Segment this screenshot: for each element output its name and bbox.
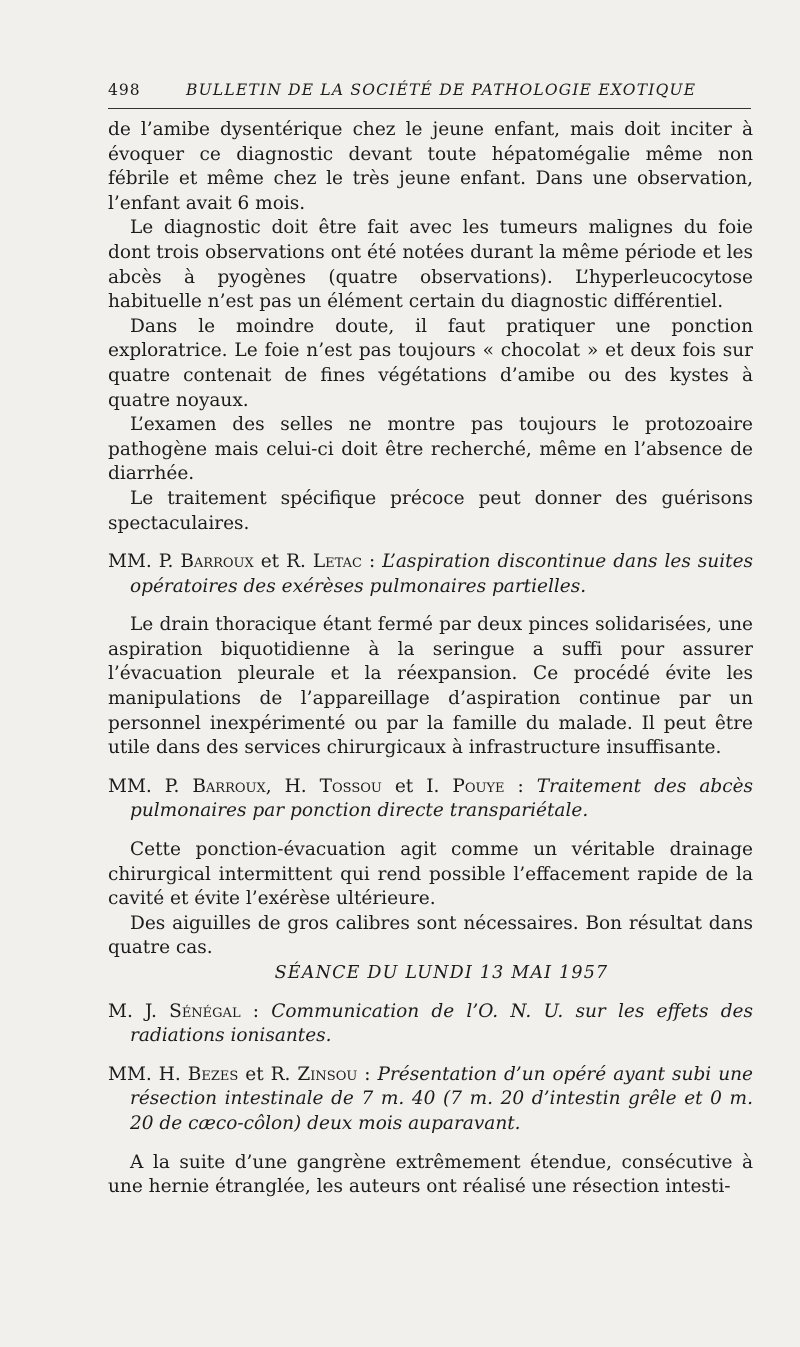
header-rule — [108, 108, 751, 109]
paragraph: Le drain thoracique étant fermé par deux pinces solidarisées, une aspiration biquotidienne à la seringue a suffi pour assurer l’évacuation pleurale et la réexpansion. Ce procédé évite les manipulations de l’appareillage d’aspiration continue par un personnel inexpérimenté ou par la famille du malade. Il peut être utile dans des services chirurgicaux à infrastructure insuffisante. — [108, 614, 753, 759]
paragraph: Des aiguilles de gros calibres sont nécessaires. Bon résultat dans quatre cas. — [108, 912, 753, 959]
author-name: Barroux — [180, 551, 254, 573]
authors-prefix: MM. P. — [108, 775, 193, 797]
separator: : — [504, 775, 537, 797]
connector: et R. — [238, 1063, 298, 1085]
communication-title: Présentation d’un opéré ayant subi une résection intestinale de 7 m. 40 (7 m. 20 d’intestin grêle et 0 m. 20 de cæco-côlon) deux mois auparavant. — [130, 1063, 753, 1134]
connector: , H. — [265, 775, 320, 797]
author-name: Sénégal — [169, 1000, 241, 1022]
page-number: 498 — [108, 81, 141, 99]
author-name: Letac — [312, 551, 362, 573]
connector: et R. — [253, 551, 313, 573]
author-name: Zinsou — [297, 1063, 358, 1085]
paragraph: Dans le moindre doute, il faut pratiquer une ponction exploratrice. Le foie n’est pas toujours « chocolat » et deux fois sur quatre contenait de fines végétations d’amibe ou des kystes à quatre noyaux. — [108, 315, 753, 411]
authors-prefix: MM. H. — [108, 1063, 188, 1085]
paragraph: Le diagnostic doit être fait avec les tumeurs malignes du foie dont trois observations ont été notées durant la même période et les abcès à pyogènes (quatre observations). L’hyperleucocytose habituelle n’est pas un élément certain du diagnostic différentiel. — [108, 217, 753, 313]
paragraph: de l’amibe dysentérique chez le jeune enfant, mais doit inciter à évoquer ce diagnostic devant toute hépatomégalie même non fébrile et même chez le très jeune enfant. Dans une observation, l’enfant avait 6 mois. — [108, 119, 753, 214]
paragraph: Le traitement spécifique précoce peut donner des guérisons spectaculaires. — [108, 487, 753, 534]
author-name: Pouye — [452, 775, 505, 797]
communication-entry-2 — [108, 775, 753, 824]
communication-title: Communication de l’O. N. U. sur les effets des radiations ionisantes. — [130, 1000, 753, 1047]
author-name: Tossou — [319, 775, 382, 797]
article-body — [108, 118, 753, 1200]
separator: : — [361, 551, 383, 573]
authors-prefix: M. J. — [108, 1000, 170, 1022]
communication-title: L’aspiration discontinue dans les suites opératoires des exérèses pulmonaires partielles. — [130, 551, 754, 597]
paragraph: L’examen des selles ne montre pas toujours le protozoaire pathogène mais celui-ci doit être recherché, même en l’absence de diarrhée. — [108, 414, 753, 485]
separator: : — [357, 1063, 378, 1085]
communication-entry-3 — [108, 1000, 753, 1049]
author-name: Bezes — [187, 1063, 239, 1085]
author-name: Barroux — [192, 775, 266, 797]
authors-prefix: MM. P. — [108, 551, 181, 573]
communication-entry-1 — [108, 550, 753, 599]
running-title: BULLETIN DE LA SOCIÉTÉ DE PATHOLOGIE EXOTIQUE — [186, 81, 697, 99]
running-header — [108, 78, 753, 102]
separator: : — [240, 1000, 272, 1022]
paragraph: Cette ponction-évacuation agit comme un véritable drainage chirurgical intermittent qui rend possible l’effacement rapide de la cavité et évite l’exérèse ultérieure. — [108, 839, 753, 910]
communication-entry-4 — [108, 1063, 753, 1137]
session-heading: SÉANCE DU LUNDI 13 MAI 1957 — [274, 963, 609, 983]
paragraph: A la suite d’une gangrène extrêmement étendue, consécutive à une hernie étranglée, les auteurs ont réalisé une résection intesti- — [108, 1151, 753, 1198]
connector: et I. — [381, 775, 453, 797]
communication-title: Traitement des abcès pulmonaires par ponction directe transpariétale. — [130, 775, 754, 822]
